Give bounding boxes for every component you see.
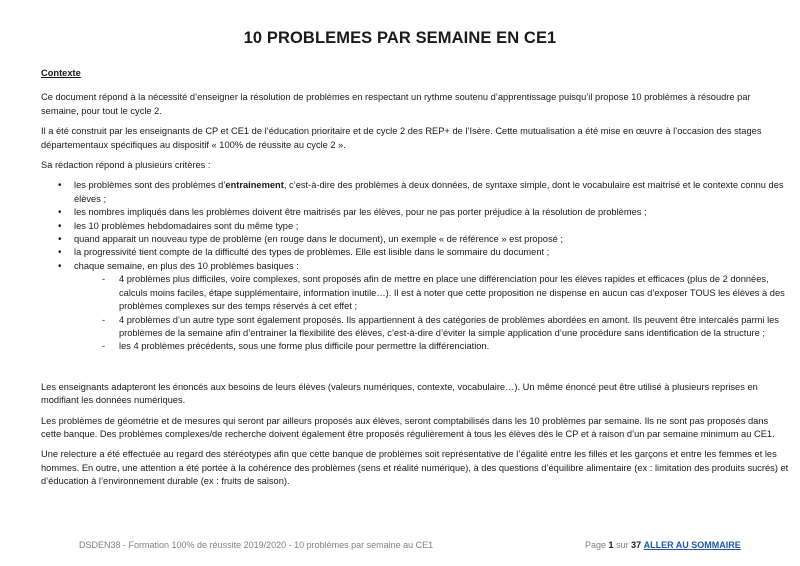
criteria-list: [41, 179, 790, 353]
page-separator: sur: [616, 540, 629, 550]
footer-source: DSDEN38 - Formation 100% de réussite 2019/2020 - 10 problèmes par semaine au CE1: [79, 540, 434, 550]
list-item: • la progressivité tient compte de la difficulté des types de problèmes. Elle est lisible dans le sommaire du document ;: [41, 246, 790, 259]
page-current: 1: [608, 540, 614, 550]
list-item-emphasis: entrainement: [225, 180, 284, 191]
section-heading: Contexte: [41, 68, 81, 78]
list-item-text: , c’est-à-dire des problèmes à deux données, de syntaxe simple, dont le vocabulaire est maitrisé et le contexte connu des élèves ;: [74, 180, 784, 204]
spacer: [41, 354, 790, 381]
list-item: • les 10 problèmes hebdomadaires sont du même type ;: [41, 220, 790, 233]
list-item-text: chaque semaine, en plus des 10 problèmes basiques :: [74, 260, 299, 271]
closing-paragraph: Une relecture a été effectuée au regard des stéréotypes afin que cette banque de problèmes soit représentative de l’égalité entre les filles et les garçons et entre les femmes et les hommes. En outre, une attention a été portée à la cohérence des problèmes (sens et réalité numérique), à des questions d’équilibre alimentaire (ex : limitation des produits sucrés) et d’éducation à l’environnement durable (ex : fruits de saison).: [41, 449, 789, 487]
footer-pagination: [585, 540, 741, 550]
sub-list-item: - 4 problèmes plus difficiles, voire complexes, sont proposés afin de mettre en place une différenciation pour les élèves rapides et efficaces (plus de 2 données, calculs moins faciles, étape supplémentaire, information inutile…). Il est à noter que cette proposition ne dispense en aucun cas d’exposer TOUS les élèves à des problèmes complexes sur des temps réservés à cet effet ;: [74, 273, 790, 313]
document-body: [41, 67, 790, 496]
list-item: [41, 260, 790, 354]
table-of-contents-link[interactable]: ALLER AU SOMMAIRE: [643, 540, 741, 550]
list-item: • quand apparait un nouveau type de problème (en rouge dans le document), un exemple « de référence » est proposé ;: [41, 233, 790, 246]
list-item: • les nombres impliqués dans les problèmes doivent être maitrisés par les élèves, pour ne pas porter préjudice à la résolution de problèmes ;: [41, 206, 790, 219]
intro-paragraph: Sa rédaction répond à plusieurs critères :: [41, 160, 211, 171]
sub-list-item: - les 4 problèmes précédents, sous une forme plus difficile pour permettre la différenciation.: [74, 340, 790, 353]
intro-paragraph: Ce document répond à la nécessité d’enseigner la résolution de problèmes en respectant un rythme soutenu d’apprentissage puisqu’il propose 10 problèmes à résoudre par semaine, pour tout le cycle 2.: [41, 92, 751, 116]
page-label: Page: [585, 540, 607, 550]
page-title: 10 PROBLEMES PAR SEMAINE EN CE1: [243, 29, 557, 47]
list-item-text: les problèmes sont des problèmes d’: [74, 180, 226, 191]
list-item: [41, 179, 790, 206]
sub-list-item: - 4 problèmes d’un autre type sont également proposés. Ils appartiennent à des catégories de problèmes abordées en amont. Ils peuvent être intercalés parmi les problèmes de la semaine afin d’entrainer la flexibilité des élèves, c’est-à-dire d’éviter la simple application d’une procédure sans identification de la structure ;: [74, 314, 790, 341]
intro-paragraph: Il a été construit par les enseignants de CP et CE1 de l’éducation prioritaire et de cycle 2 des REP+ de l’Isère. Cette mutualisation a été mise en œuvre à l’occasion des stages départementaux spécifiques au dispositif « 100% de réussite au cycle 2 ».: [41, 126, 762, 150]
sub-list: [74, 273, 790, 353]
closing-paragraph: Les enseignants adapteront les énoncés aux besoins de leurs élèves (valeurs numériques, contexte, vocabulaire…). Un même énoncé peut être utilisé à plusieurs reprises en modifiant les données numériques.: [41, 381, 758, 406]
page-total: 37: [631, 540, 642, 550]
closing-paragraph: Les problèmes de géométrie et de mesures qui seront par ailleurs proposés aux élèves, seront comptabilisés dans les 10 problèmes par semaine. Ils ne sont pas proposés dans cette banque. Des problèmes complexes/de recherche doivent également être proposés régulièrement à tous les élèves dès le CP et à raison d’un par semaine minimum au CE1.: [41, 415, 775, 439]
